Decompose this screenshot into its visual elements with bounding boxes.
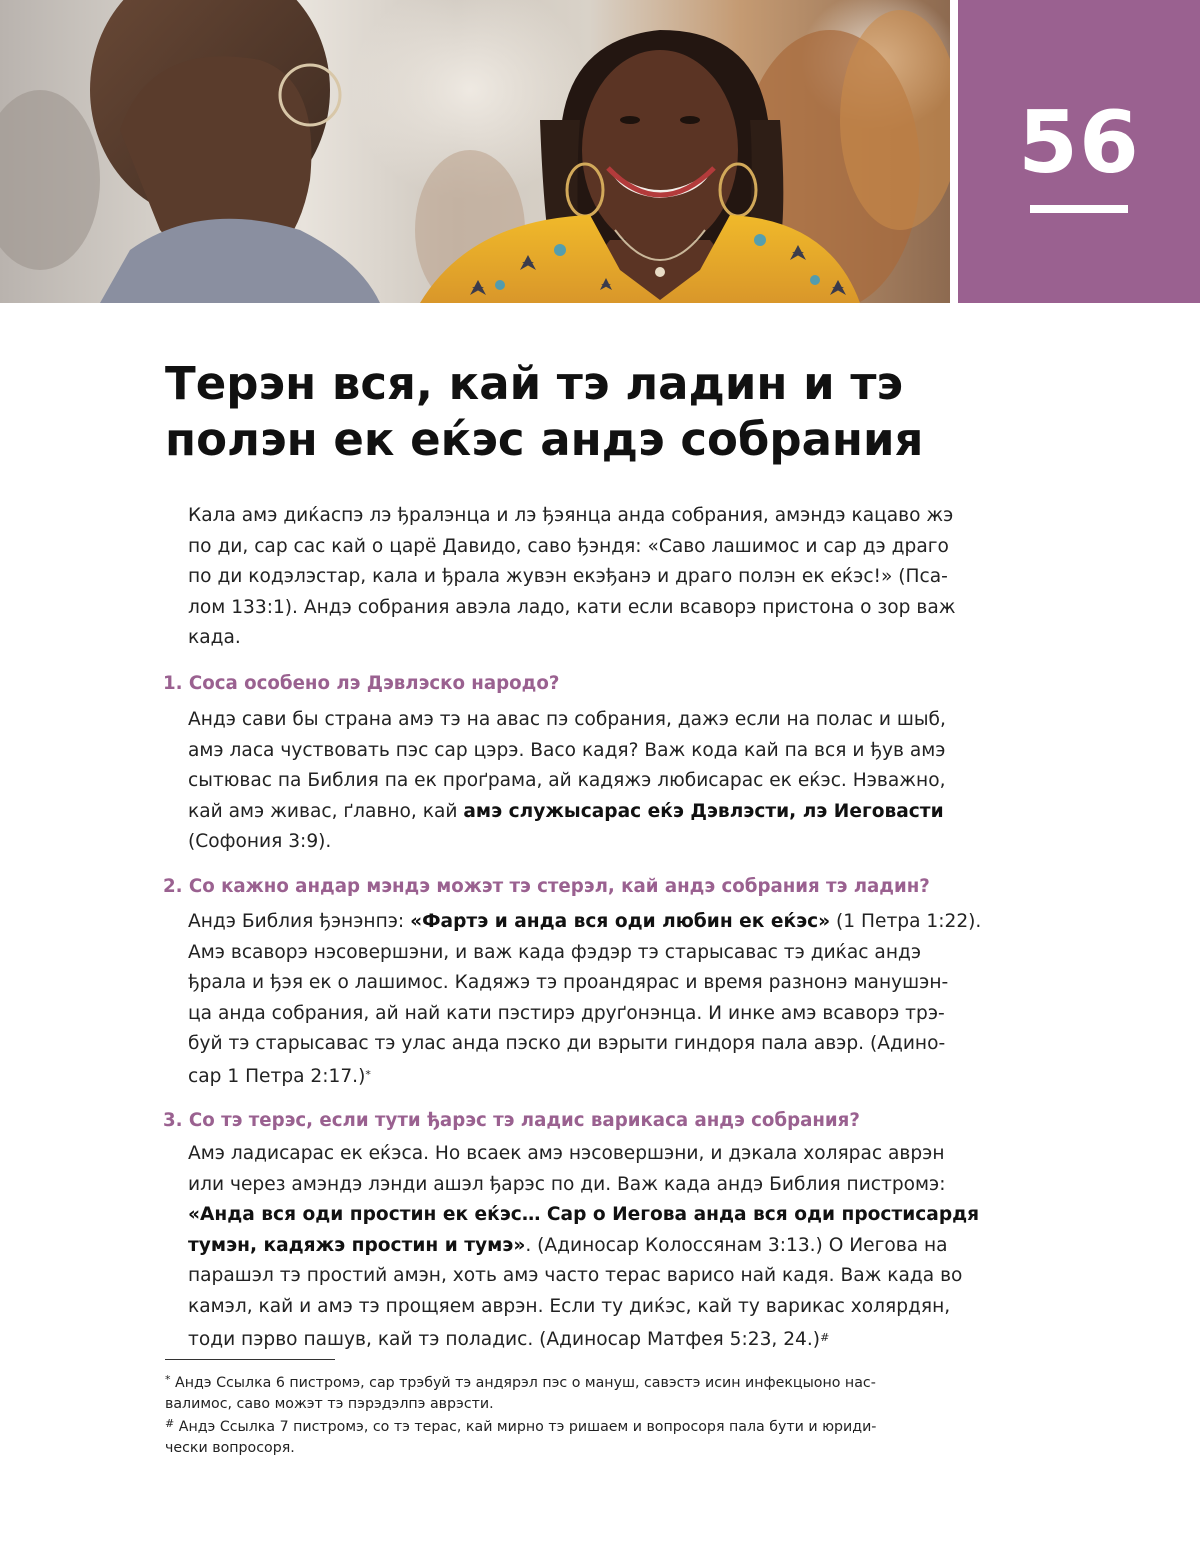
- text-run: парашэл тэ простий амэн, хоть амэ часто терас варисо най кадя. Важ када во: [188, 1265, 963, 1287]
- bold-text-run: «Фартэ и анда вся оди любин ек еќэс»: [410, 911, 831, 932]
- bold-text-run: тумэн, кадяжэ простин и тумэ»: [188, 1234, 526, 1256]
- footnote-divider: [165, 1359, 335, 1360]
- text-run: Амэ всаворэ нэсовершэни, и важ када фэдэр тэ старысавас тэ диќас андэ: [188, 941, 922, 963]
- chapter-badge: [958, 0, 1200, 303]
- bold-text-run: «Анда вся оди простин ек еќэс… Сар о Иегова анда вся оди простисардя: [188, 1204, 980, 1226]
- answer-line: [188, 1323, 953, 1356]
- text-run: кай амэ живас, ґлавно, кай: [188, 800, 464, 822]
- section-question: 2. Со кажно андар мэндэ можэт тэ стерэл, кай андэ собрания тэ ладин?: [163, 876, 930, 897]
- text-run: (1 Петра 1:22).: [830, 911, 982, 932]
- text-run: Амэ ладисарас ек еќэса. Но всаек амэ нэсовершэни, и дэкала холярас аврэн: [188, 1143, 945, 1164]
- answer-line: [188, 797, 953, 828]
- text-run: амэ ласа чуствовать пэс сар цэрэ. Васо кадя? Важ кода кай па вся и ђув амэ: [188, 739, 946, 761]
- intro-paragraph: [188, 501, 956, 654]
- footnote-text: Андэ Ссылка 7 пистромэ, со тэ терас, кай мирно тэ ришаем и вопросоря пала бути и юриди-: [178, 1419, 877, 1436]
- answer-line: [188, 766, 953, 797]
- answer-line: [188, 827, 953, 858]
- text-run: или через амэндэ лэнди ашэл ђарэс по ди. Важ када андэ Библия пистромэ:: [188, 1173, 946, 1195]
- answer-line: [188, 705, 953, 736]
- footnote-marker: *: [165, 1373, 171, 1386]
- answer-line: [188, 1200, 980, 1231]
- text-run: камэл, кай и амэ тэ прощяем аврэн. Если ту диќэс, кай ту варикас холярдян,: [188, 1295, 951, 1317]
- section-answer: [188, 907, 982, 1093]
- section-answer: [188, 1139, 980, 1355]
- text-run: ца анда собрания, ай най кати пэстирэ друґонэнца. И инке амэ всаворэ трэ-: [188, 1002, 945, 1024]
- footnote-marker: #: [820, 1330, 830, 1344]
- intro-line: Кала амэ диќаспэ лэ ђралэнца и лэ ђэянца анда собрания, амэндэ кацаво жэ: [188, 505, 954, 526]
- answer-line: [188, 1139, 953, 1170]
- answer-line: [188, 938, 953, 969]
- answer-line: [188, 1231, 953, 1262]
- answer-line: [188, 968, 953, 999]
- chapter-number-underline: [1030, 205, 1128, 213]
- title-line: Терэн вся, кай тэ ладин и тэ: [165, 357, 904, 410]
- text-run: буй тэ старысавас тэ улас анда пэско ди вэрыти гиндоря пала авэр. (Адино-: [188, 1033, 946, 1055]
- footnote-text: валимос, саво можэт тэ пэрэдэлпэ аврэсти.: [165, 1395, 494, 1412]
- footnote-line: [165, 1370, 955, 1394]
- answer-line: [188, 736, 953, 767]
- title-line: полэн ек еќэс андэ собрания: [165, 413, 924, 466]
- footnote-line: [165, 1394, 955, 1415]
- text-run: . (Адиносар Колоссянам 3:13.) О Иегова на: [525, 1234, 948, 1256]
- answer-line: [188, 1261, 963, 1292]
- text-run: ђрала и ђэя ек о лашимос. Кадяжэ тэ проандярас и время разнонэ манушэн-: [188, 972, 949, 994]
- section-question: 1. Соса особено лэ Дэвлэско народо?: [163, 673, 560, 694]
- intro-line: када.: [188, 627, 241, 649]
- text-run: Андэ Библия ђэнэнпэ:: [188, 911, 411, 932]
- bold-text-run: амэ служысарас еќэ Дэвлэсти, лэ Иеговасти: [463, 800, 944, 822]
- answer-line: [188, 907, 982, 938]
- footnotes: [165, 1370, 955, 1458]
- intro-line: по ди, сар сас кай о царё Давидо, саво ђэндя: «Саво лашимос и сар дэ драго: [188, 535, 949, 557]
- text-run: (Софония 3:9).: [188, 831, 332, 853]
- footnote-line: [165, 1414, 955, 1438]
- text-run: тоди пэрво пашув, кай тэ поладис. (Адиносар Матфея 5:23, 24.): [188, 1328, 821, 1350]
- answer-line: [188, 1029, 953, 1060]
- chapter-number: 56: [1018, 93, 1140, 193]
- answer-line: [188, 999, 953, 1030]
- footnote-marker: *: [365, 1067, 371, 1081]
- footnote-marker: #: [165, 1417, 175, 1431]
- footnote-text: чески вопросоря.: [165, 1439, 295, 1456]
- text-run: сар 1 Петра 2:17.): [188, 1065, 366, 1087]
- section-question: 3. Со тэ терэс, если тути ђарэс тэ ладис варикаса андэ собрания?: [163, 1110, 860, 1131]
- footnote-text: Андэ Ссылка 6 пистромэ, сар трэбуй тэ андярэл пэс о мануш, савэстэ исин инфекцыоно нас-: [175, 1375, 876, 1391]
- answer-line: [188, 1060, 953, 1093]
- intro-line: по ди кодэлэстар, кала и ђрала жувэн екэђанэ и драго полэн ек еќэс!» (Пса-: [188, 566, 948, 588]
- section-answer: [188, 705, 953, 858]
- hero-photo: [0, 0, 950, 303]
- hero-photo-illustration: [0, 0, 950, 303]
- intro-line: лом 133:1). Андэ собрания авэла ладо, кати если всаворэ пристона о зор важ: [188, 596, 956, 618]
- text-run: сытювас па Библия па ек проґрама, ай кадяжэ любисарас ек еќэс. Нэважно,: [188, 770, 946, 792]
- text-run: Андэ сави бы страна амэ тэ на авас пэ собрания, дажэ если на полас и шыб,: [188, 709, 946, 730]
- answer-line: [188, 1170, 953, 1201]
- answer-line: [188, 1292, 953, 1323]
- footnote-line: [165, 1438, 955, 1459]
- page-title: [165, 356, 985, 468]
